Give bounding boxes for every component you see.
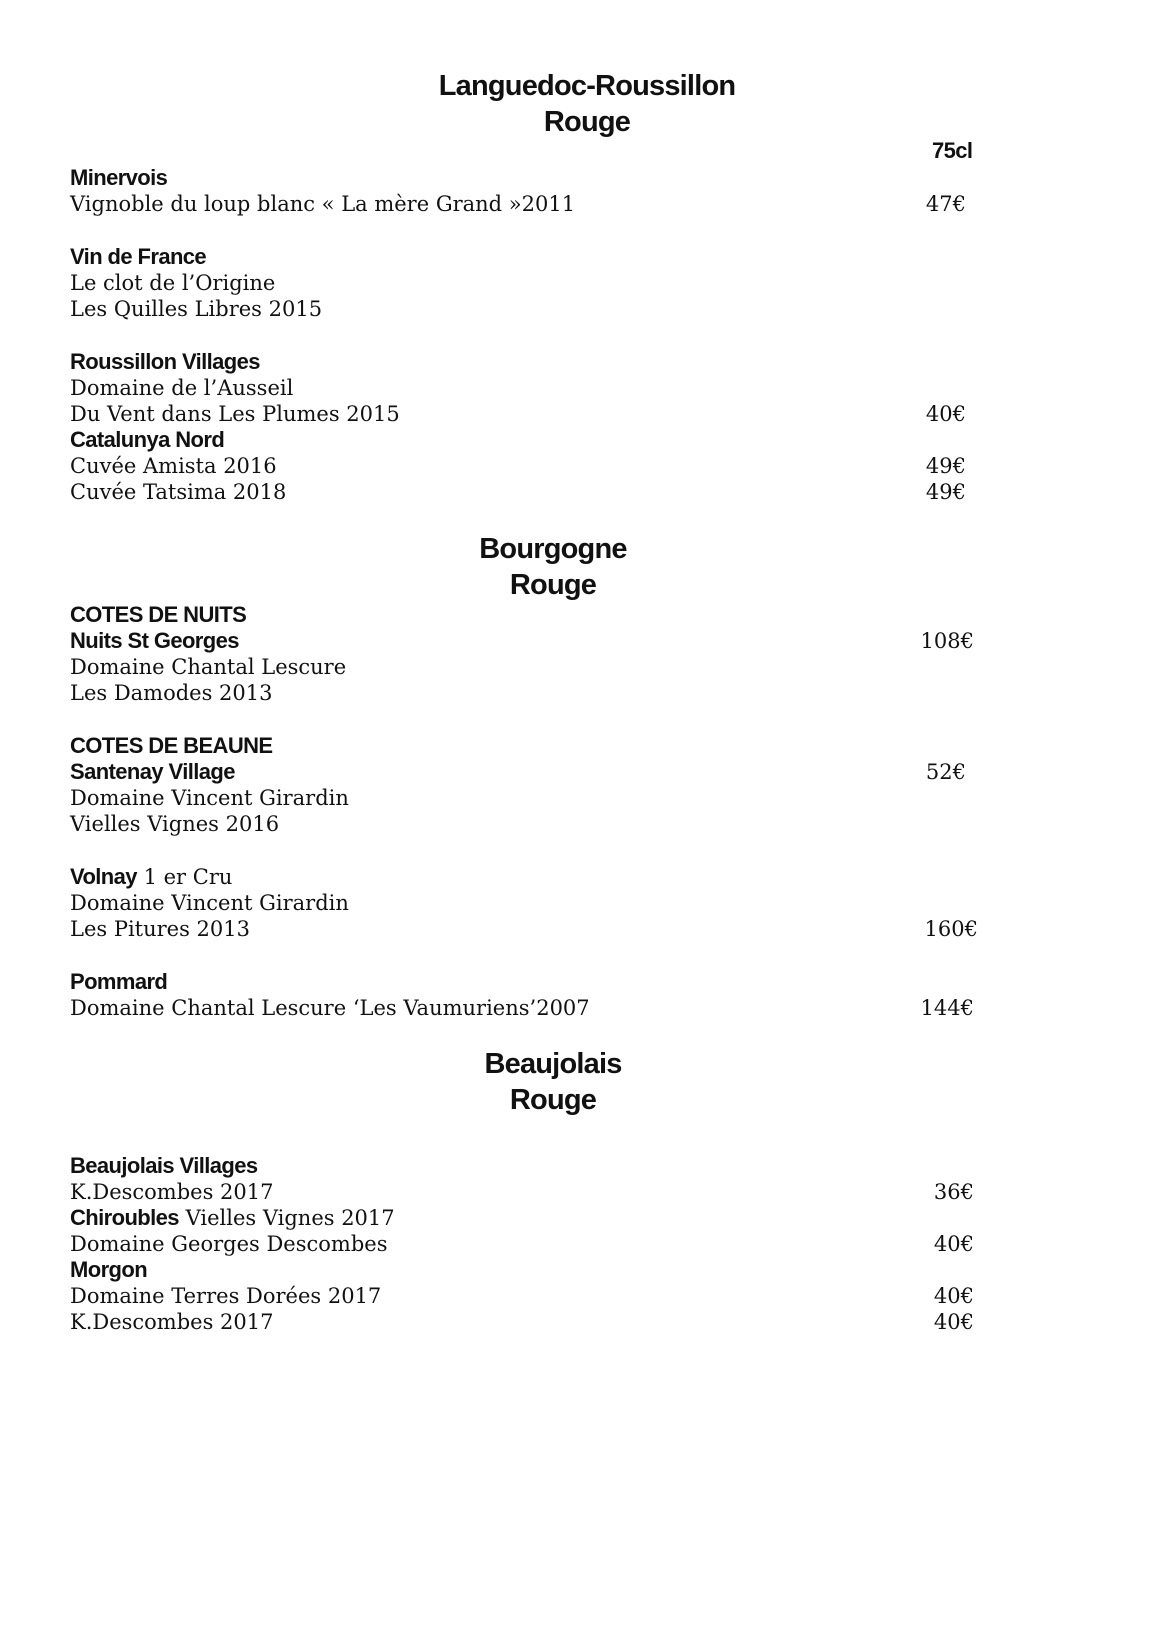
producer-name: Domaine Vincent Girardin <box>70 786 349 810</box>
producer-name: Domaine Georges Descombes <box>70 1232 388 1256</box>
wine-name: Domaine Chantal Lescure ‘Les Vaumuriens’2007 <box>70 996 590 1020</box>
appellation-catalunya-nord: Catalunya Nord <box>70 427 225 452</box>
wine-name: Les Quilles Libres 2015 <box>70 297 323 321</box>
section-title-bourgogne: Bourgogne <box>479 533 627 565</box>
wine-detail: Vielles Vignes 2017 <box>178 1206 395 1230</box>
producer-name: Domaine Chantal Lescure <box>70 655 347 679</box>
appellation-vin-de-france: Vin de France <box>70 244 207 269</box>
wine-name: Vielles Vignes 2016 <box>70 812 280 836</box>
wine-name: Les Damodes 2013 <box>70 681 273 705</box>
wine-price: 108€ <box>920 629 974 653</box>
wine-name: Cuvée Tatsima 2018 <box>70 480 287 504</box>
appellation-chiroubles-line <box>70 1205 395 1231</box>
wine-price: 36€ <box>933 1180 974 1204</box>
wine-price: 52€ <box>925 760 966 784</box>
appellation-chiroubles: Chiroubles <box>70 1205 179 1230</box>
wine-price: 40€ <box>933 1284 974 1308</box>
section-title-languedoc: Languedoc-Roussillon <box>438 70 736 102</box>
wine-price: 47€ <box>925 192 966 216</box>
wine-price: 40€ <box>933 1232 974 1256</box>
subregion-cotes-de-nuits: COTES DE NUITS <box>70 602 247 627</box>
appellation-pommard: Pommard <box>70 969 168 994</box>
section-subtitle-beaujolais: Rouge <box>509 1084 597 1116</box>
wine-name: K.Descombes 2017 <box>70 1180 274 1204</box>
subregion-cotes-de-beaune: COTES DE BEAUNE <box>70 733 273 758</box>
appellation-minervois: Minervois <box>70 165 168 190</box>
appellation-volnay: Volnay <box>70 864 137 889</box>
section-subtitle-languedoc: Rouge <box>543 106 631 138</box>
wine-price: 40€ <box>933 1310 974 1334</box>
producer-name: Domaine Vincent Girardin <box>70 891 349 915</box>
bottle-size-header: 75cl <box>932 138 973 163</box>
appellation-santenay-village: Santenay Village <box>70 759 235 784</box>
section-subtitle-bourgogne: Rouge <box>509 569 597 601</box>
wine-price: 160€ <box>924 917 978 941</box>
wine-name: Vignoble du loup blanc « La mère Grand »2011 <box>70 192 576 216</box>
appellation-morgon: Morgon <box>70 1257 148 1282</box>
wine-price: 49€ <box>925 480 966 504</box>
wine-price: 49€ <box>925 454 966 478</box>
appellation-volnay-line <box>70 864 232 890</box>
cru-label: 1 er Cru <box>136 865 233 889</box>
wine-price: 40€ <box>925 402 966 426</box>
wine-name: Les Pitures 2013 <box>70 917 250 941</box>
wine-name: K.Descombes 2017 <box>70 1310 274 1334</box>
wine-name: Du Vent dans Les Plumes 2015 <box>70 402 400 426</box>
wine-name: Domaine Terres Dorées 2017 <box>70 1284 382 1308</box>
section-title-beaujolais: Beaujolais <box>484 1048 622 1080</box>
wine-price: 144€ <box>920 996 974 1020</box>
appellation-roussillon-villages: Roussillon Villages <box>70 349 260 374</box>
appellation-beaujolais-villages: Beaujolais Villages <box>70 1153 258 1178</box>
producer-name: Le clot de l’Origine <box>70 271 276 295</box>
producer-name: Domaine de l’Ausseil <box>70 376 294 400</box>
appellation-nuits-st-georges: Nuits St Georges <box>70 628 239 653</box>
wine-name: Cuvée Amista 2016 <box>70 454 277 478</box>
